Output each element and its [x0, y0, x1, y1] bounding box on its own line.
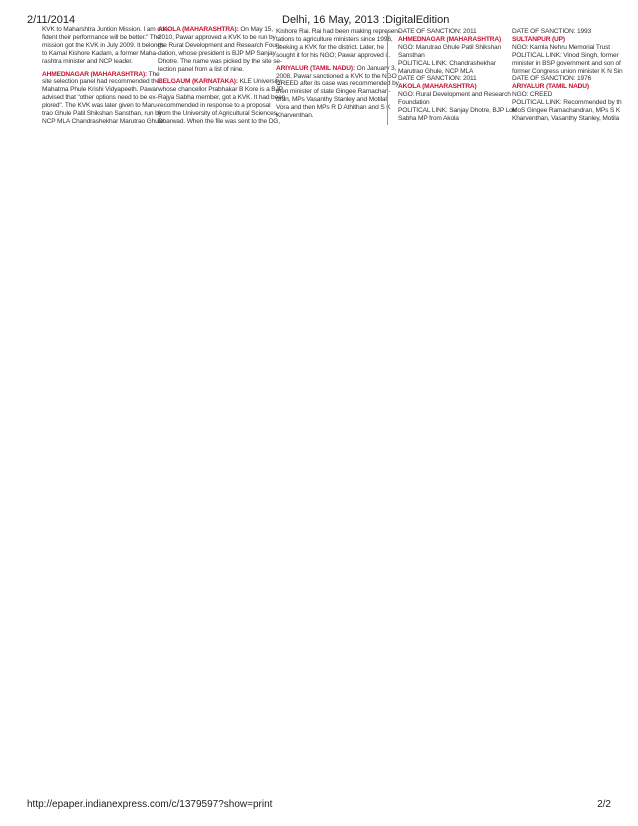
text-line: Sabha MP from Akola — [398, 114, 459, 122]
text-line: DATE OF SANCTION: 1976 — [512, 75, 592, 83]
text-line: NGO: Rural Development and Research — [398, 91, 511, 99]
newspaper-clipping — [42, 26, 623, 125]
text-line: plored". The KVK was later given to Maru- — [42, 102, 159, 110]
text-line: POLITICAL LINK: Vinod Singh, former — [512, 51, 619, 59]
text-line — [158, 78, 282, 86]
text-line: NGO: Kamla Nehru Memorial Trust — [512, 43, 610, 51]
text-line: Marutrao Ghule, NCP MLA — [398, 67, 474, 75]
text-line: then minister of state Gingee Ramachan- — [276, 88, 391, 96]
text-line: Vora and then MPs R D Athithan and S K — [276, 104, 391, 112]
factbox-column-2 — [512, 28, 623, 123]
text-line: 2010, Pawar approved a KVK to be run by — [158, 33, 276, 41]
text-line: NCP MLA Chandrashekhar Marutrao Ghule. — [42, 117, 166, 125]
text-fragment: The — [147, 70, 160, 78]
text-line: site selection panel had recommended the — [42, 78, 160, 86]
text-line: Dhotre. The name was picked by the site se- — [158, 57, 282, 65]
page-number: 2/2 — [597, 799, 611, 810]
place-heading: SULTANPUR (UP) — [512, 35, 565, 43]
text-line: Rajya Sabha member, got a KVK. It had been — [158, 94, 286, 102]
text-line: dran, MPs Vasanthy Stanley and Motilal — [276, 96, 387, 104]
text-fragment: On January 3, — [355, 64, 397, 72]
text-line: from the University of Agricultural Sciences, — [158, 110, 279, 118]
place-heading: AHMEDNAGAR (MAHARASHTRA) — [398, 35, 501, 43]
place-heading: AKOLA (MAHARASHTRA) — [398, 83, 477, 91]
text-line: POLITICAL LINK: Recommended by th — [512, 99, 622, 107]
text-line: trao Ghule Patil Shikshan Sansthan, run by — [42, 110, 162, 118]
text-line: recommended in response to a proposal — [158, 102, 271, 110]
place-heading: BELGAUM (KARNATAKA): — [158, 78, 238, 86]
text-fragment: On May 15, — [238, 26, 273, 33]
text-line: Kishore Rai. Rai had been making represen- — [276, 28, 400, 35]
text-line: DATE OF SANCTION: 2011 — [398, 28, 477, 35]
text-line: Foundation — [398, 99, 430, 107]
text-line: the Rural Development and Research Foun- — [158, 41, 282, 49]
text-line: former Congress union minister K N Sin — [512, 67, 623, 75]
text-line: NGO: CREED — [512, 91, 553, 99]
text-line: POLITICAL LINK: Chandrashekhar — [398, 59, 496, 67]
text-line: MoS Gingee Ramachandran, MPs S K — [512, 107, 621, 115]
page-url: http://epaper.indianexpress.com/c/1379597?show=print — [27, 799, 273, 810]
text-line: Dharwad. When the file was sent to the DG, — [158, 117, 280, 125]
text-line: minister in BSP government and son of — [512, 59, 621, 67]
text-line: lection panel from a list of nine. — [158, 65, 244, 73]
place-heading: ARIYALUR (TAMIL NADU): — [276, 64, 355, 72]
text-line: CREED after its case was recommended by — [276, 80, 399, 88]
text-line: Kharventhan. — [276, 112, 314, 120]
text-line: advised that "other options need to be ex- — [42, 94, 158, 102]
text-line: DATE OF SANCTION: 2011 — [398, 75, 477, 83]
text-line: fident their performance will be better." The — [42, 33, 161, 41]
text-line: seeking a KVK for the district. Later, he — [276, 43, 384, 51]
text-line — [42, 70, 160, 79]
text-line: to Kamal Kishore Kadam, a former Maha- — [42, 49, 158, 57]
text-line — [158, 26, 273, 34]
place-heading: AKOLA (MAHARASHTRA): — [158, 26, 239, 33]
text-line: dation, whose president is BJP MP Sanjay — [158, 49, 276, 57]
text-line: Kharventhan, Vasanthy Stanley, Motila — [512, 114, 620, 122]
text-line: whose chancellor Prabhakar B Kore is a BJP — [158, 86, 283, 94]
article-column-2 — [158, 26, 286, 126]
text-line: POLITICAL LINK: Sanjay Dhotre, BJP Lok — [398, 107, 516, 115]
print-date: 2/11/2014 — [27, 14, 76, 26]
edition-title: Delhi, 16 May, 2013 :DigitalEdition — [282, 14, 450, 26]
place-heading: ARIYALUR (TAMIL NADU) — [512, 83, 589, 91]
article-column-1 — [42, 26, 170, 126]
text-line: DATE OF SANCTION: 1993 — [512, 28, 592, 35]
article-column-3 — [276, 28, 400, 120]
text-line — [276, 64, 397, 73]
text-line: mission got the KVK in July 2009. It belongs — [42, 41, 165, 49]
text-line: KVK to Maharshtra Juntion Mission. I am con- — [42, 26, 170, 33]
factbox-column-1 — [398, 28, 516, 123]
text-line: tations to agriculture ministers since 1996, — [276, 35, 393, 43]
text-fragment: KLE University, — [237, 78, 282, 86]
text-line: Mahatma Phule Krishi Vidyapeeth. Pawar — [42, 86, 158, 94]
text-line: Sansthan — [398, 51, 425, 59]
text-line: NGO: Marutrao Ghule Patil Shikshan — [398, 43, 502, 51]
place-heading: AHMEDNAGAR (MAHARASHTRA): — [42, 70, 148, 78]
text-line: rashtra minister and NCP leader. — [42, 57, 133, 65]
text-line: 2008, Pawar sanctioned a KVK to the NGO — [276, 72, 397, 80]
text-line: sought it for his NGO; Pawar approved it. — [276, 51, 391, 59]
column-divider — [387, 31, 388, 125]
